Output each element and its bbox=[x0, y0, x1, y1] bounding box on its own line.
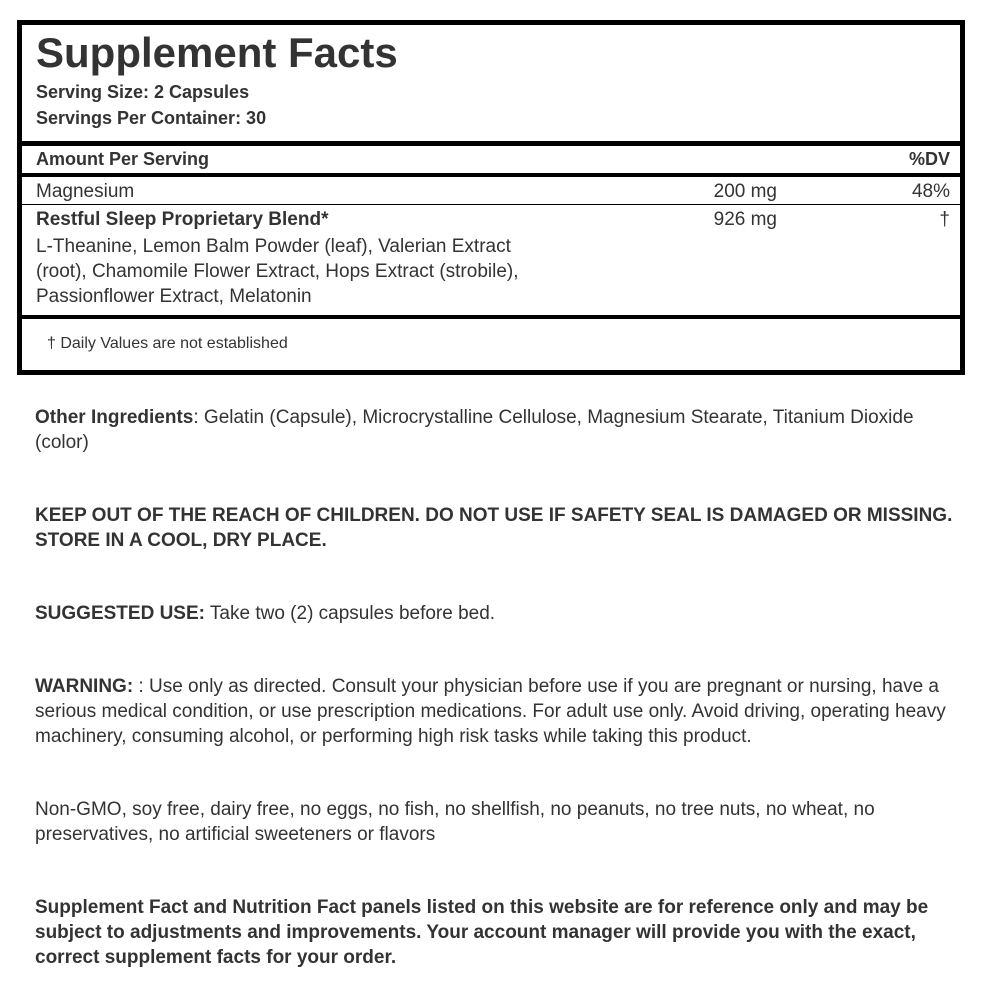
other-ingredients bbox=[35, 405, 955, 455]
blend-amount: 926 mg bbox=[713, 209, 777, 230]
allergen-statement: Non-GMO, soy free, dairy free, no eggs, no fish, no shellfish, no peanuts, no tree nuts, no wheat, no preservatives, no artificial sweeteners or flavors bbox=[35, 799, 875, 845]
supplement-facts-panel bbox=[17, 20, 965, 375]
servings-per-container: Servings Per Container: 30 bbox=[36, 108, 267, 128]
warning bbox=[35, 674, 955, 749]
blend-dv: † bbox=[939, 209, 950, 230]
panel-title: Supplement Facts bbox=[36, 29, 398, 76]
ingredient-row-magnesium bbox=[22, 177, 960, 205]
panel-header bbox=[22, 25, 960, 141]
amount-per-serving-label: Amount Per Serving bbox=[36, 149, 210, 169]
ingredient-name: Magnesium bbox=[36, 181, 135, 202]
warning-label: WARNING: bbox=[35, 676, 134, 697]
suggested-use-label: SUGGESTED USE: bbox=[35, 603, 205, 624]
keep-out-warning: KEEP OUT OF THE REACH OF CHILDREN. DO NOT USE IF SAFETY SEAL IS DAMAGED OR MISSING. STORE IN A COOL, DRY PLACE. bbox=[35, 505, 953, 551]
amount-per-serving-header-row bbox=[22, 141, 960, 177]
reference-disclaimer: Supplement Fact and Nutrition Fact panels listed on this website are for reference only and may be subject to adjustments and improvements. Your account manager will provide you with the exact, correct supplement facts for your order. bbox=[35, 897, 929, 968]
blend-description: L-Theanine, Lemon Balm Powder (leaf), Valerian Extract (root), Chamomile Flower Extract, Hops Extract (strobile), Passionflower Extract, Melatonin bbox=[36, 236, 519, 307]
dv-column-label: %DV bbox=[908, 149, 950, 169]
ingredient-amount: 200 mg bbox=[713, 181, 777, 202]
suggested-use bbox=[35, 601, 955, 626]
warning-text: : Use only as directed. Consult your physician before use if you are pregnant or nursing, have a serious medical condition, or use prescription medications. For adult use only. Avoid driving, operating heavy machinery, consuming alcohol, or performing high risk tasks while taking this product. bbox=[35, 676, 946, 747]
blend-name: Restful Sleep Proprietary Blend* bbox=[36, 209, 329, 230]
suggested-use-text: Take two (2) capsules before bed. bbox=[204, 603, 496, 624]
ingredient-row-blend bbox=[22, 205, 960, 315]
label-text-sections bbox=[35, 405, 955, 970]
daily-value-footnote: † Daily Values are not established bbox=[22, 315, 960, 370]
serving-size: Serving Size: 2 Capsules bbox=[36, 82, 250, 102]
other-ingredients-label: Other Ingredients bbox=[35, 407, 194, 428]
ingredient-dv: 48% bbox=[911, 181, 950, 202]
blend-header-line bbox=[22, 205, 960, 232]
other-ingredients-text: : Gelatin (Capsule), Microcrystalline Cellulose, Magnesium Stearate, Titanium Dioxide (color) bbox=[35, 407, 914, 453]
